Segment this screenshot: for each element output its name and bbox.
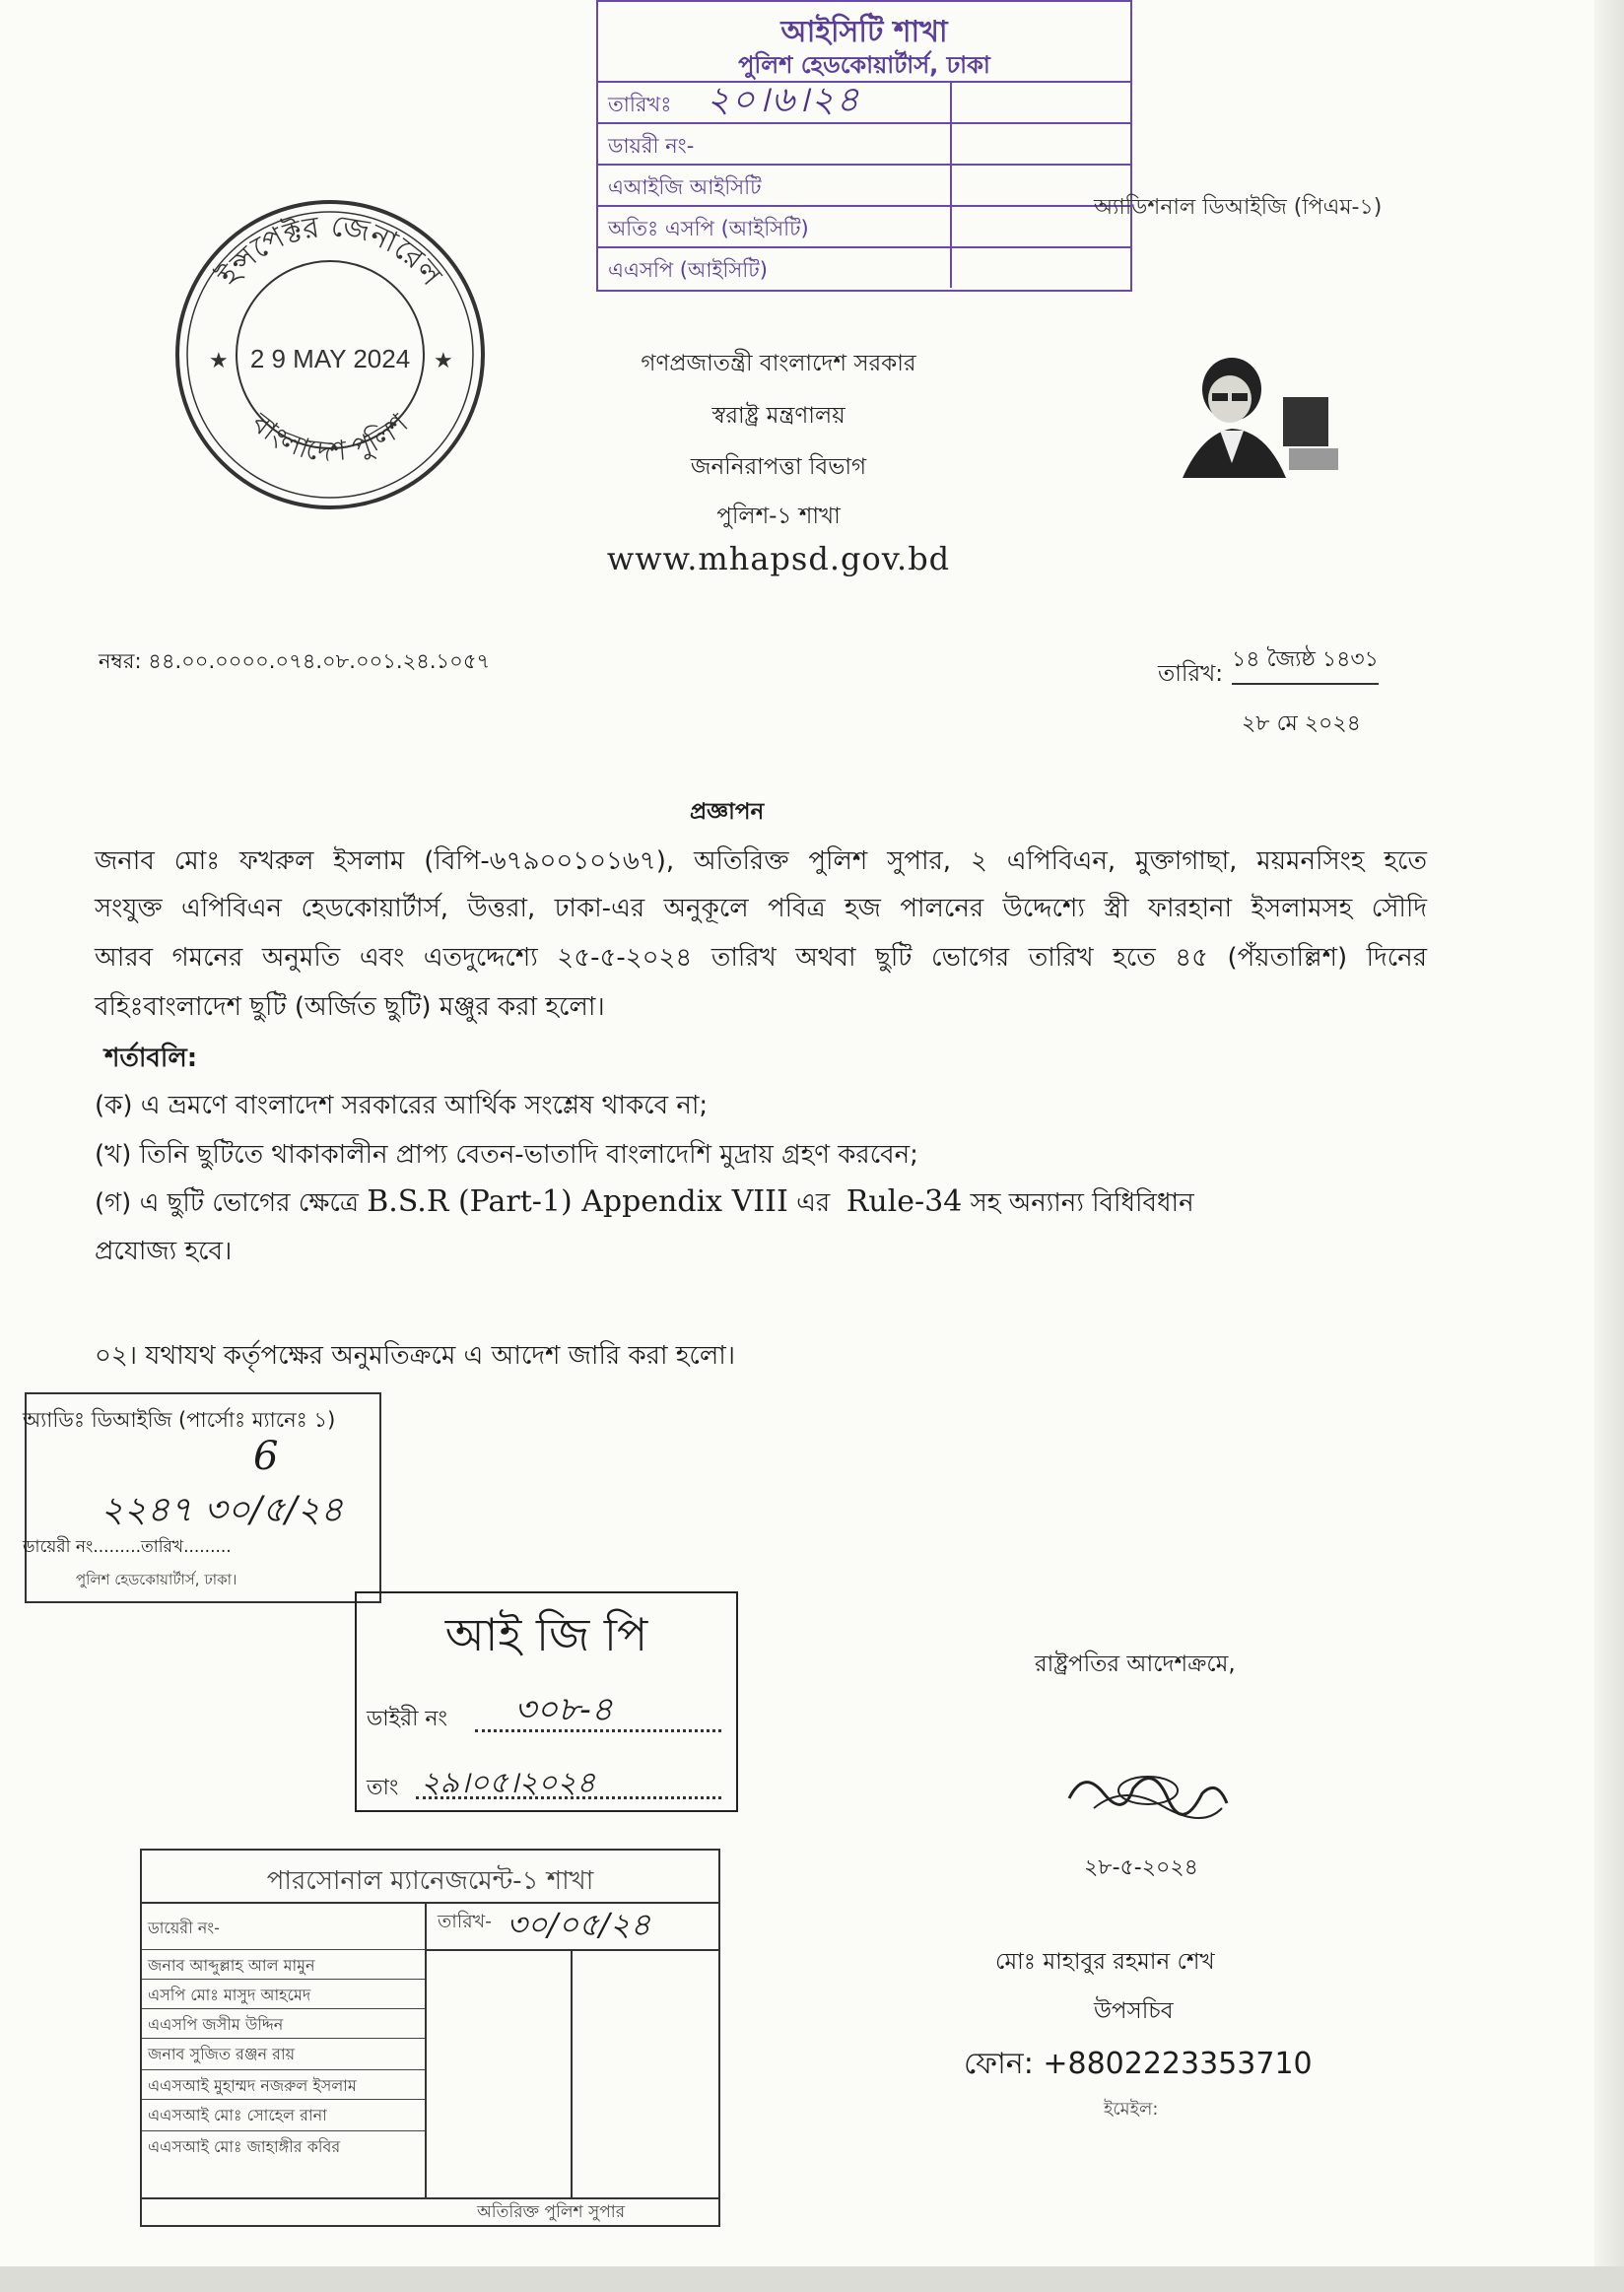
table-stamp-head: পারসোনাল ম্যানেজমেন্ট-১ শাখা — [266, 1866, 594, 1896]
conditions-title: শর্তাবলি: — [104, 1044, 198, 1073]
additional-diig-note: অ্যাডিশনাল ডিআইজি (পিএম-১) — [1094, 195, 1383, 220]
seal-bottom-text: বাংলাদেশ পুলিশ — [245, 406, 415, 468]
condition-ga-part2: এর — [796, 1188, 831, 1218]
condition-kha: (খ) তিনি ছুটিতে থাকাকালীন প্রাপ্য বেতন-ভাতাদি বাংলাদেশি মুদ্রায় গ্রহণ করবেন; — [95, 1140, 918, 1170]
seal-date: 2 9 MAY 2024 — [249, 344, 411, 373]
condition-ga — [95, 1180, 1427, 1225]
condition-ga-rule: Rule-34 — [846, 1184, 963, 1219]
table-stamp-row: এএসপি জসীম উদ্দিন — [148, 2015, 284, 2034]
condition-ga-bsr: B.S.R (Part-1) Appendix VIII — [367, 1184, 788, 1219]
ict-stamp-row-label: অতিঃ এসপি (আইসিটি) — [608, 217, 809, 240]
table-stamp-row: এএসআই মোঃ জাহাঙ্গীর কবির — [148, 2137, 341, 2156]
igp-date-value: ২৯।০৫।২০২৪ — [421, 1766, 596, 1800]
diig-stamp-mark: 6 — [253, 1434, 279, 1479]
diig-stamp-handwritten: ২২৪৭ ৩০/৫/২৪ — [101, 1490, 344, 1530]
table-stamp-date-value: ৩০/০৫/২৪ — [507, 1906, 651, 1943]
condition-ga-part1: (গ) এ ছুটি ভোগের ক্ষেত্রে — [95, 1188, 359, 1218]
condition-ga-part3: সহ অন্যান্য বিধিবিধান — [970, 1188, 1194, 1218]
igp-diary-label: ডাইরী নং — [367, 1707, 448, 1731]
header-ministry: স্বরাষ্ট্র মন্ত্রণালয় — [711, 403, 846, 429]
table-stamp-row: জনাব সুজিত রঞ্জন রায় — [148, 2045, 296, 2063]
condition-ga-cont: প্রযোজ্য হবে। — [95, 1237, 233, 1266]
ict-branch-stamp — [596, 0, 1132, 292]
ict-stamp-row — [598, 164, 1130, 205]
notice-para-line: আরব গমনের অনুমতি এবং এতদুদ্দেশ্যে ২৫-৫-২০২৪ তারিখ অথবা ছুটি ভোগের তারিখ হতে ৪৫ (পঁয়তাল্লিশ) দিনের — [95, 943, 1427, 973]
diig-stamp-office: পুলিশ হেডকোয়ার্টার্স, ঢাকা। — [76, 1571, 237, 1588]
memo-date-english: ২৮ মে ২০২৪ — [1242, 711, 1361, 736]
signatory-email-label: ইমেইল: — [1104, 2099, 1159, 2120]
diig-stamp-title: অ্যাডিঃ ডিআইজি (পার্সোঃ ম্যানেঃ ১) — [23, 1408, 336, 1432]
igp-stamp-title: আই জি পি — [444, 1608, 648, 1661]
memo-date-label: তারিখ: — [1158, 661, 1224, 687]
personnel-management-stamp — [140, 1849, 720, 2227]
header-website: www.mhapsd.gov.bd — [606, 540, 951, 577]
ict-stamp-row-date — [598, 81, 1130, 122]
table-stamp-row: ডায়েরী নং- — [148, 1919, 220, 1937]
diig-stamp-diary-line: ডায়েরী নং.........তারিখ......... — [23, 1537, 232, 1557]
table-stamp-date-label: তারিখ- — [438, 1911, 492, 1932]
diig-personnel-stamp — [25, 1392, 381, 1603]
page-bottom-edge — [0, 2266, 1624, 2292]
memo-date-bangla: ১৪ জ্যৈষ্ঠ ১৪৩১ — [1232, 642, 1379, 685]
header-division: জননিরাপত্তা বিভাগ — [690, 454, 867, 480]
table-stamp-row: এএসআই মোঃ সোহেল রানা — [148, 2106, 327, 2124]
notice-para-line: বহিঃবাংলাদেশ ছুটি (অর্জিত ছুটি) মঞ্জুর করা হলো। — [95, 992, 605, 1022]
ict-stamp-title: আইসিটি শাখা — [780, 15, 948, 49]
seal-star-left-icon: ★ — [209, 349, 229, 373]
ict-stamp-subtitle: পুলিশ হেডকোয়ার্টার্স, ঢাকা — [738, 51, 990, 79]
seal-star-right-icon: ★ — [434, 349, 453, 373]
ict-stamp-row — [598, 246, 1130, 288]
signatory-name: মোঃ মাহাবুর রহমান শেখ — [995, 1949, 1215, 1975]
table-stamp-row: এএসআই মুহাম্মদ নজরুল ইসলাম — [148, 2076, 357, 2095]
table-stamp-footer: অতিরিক্ত পুলিশ সুপার — [477, 2202, 626, 2222]
condition-ka: (ক) এ ভ্রমণে বাংলাদেশ সরকারের আর্থিক সংশ্লেষ থাকবে না; — [95, 1091, 709, 1120]
ict-stamp-row — [598, 122, 1130, 164]
ict-stamp-row — [598, 205, 1130, 246]
signatory-phone: ফোন: +8802223353710 — [964, 2047, 1313, 2081]
signatory-designation: উপসচিব — [1094, 1998, 1174, 2024]
signature-date: ২৮-৫-২০২৪ — [1084, 1855, 1198, 1880]
notice-para-line: সংযুক্ত এপিবিএন হেডকোয়ার্টার্স, উত্তরা, ঢাকা-এর অনুকূলে পবিত্র হজ পালনের উদ্দেশ্যে স্ত্রী ফারহানা ইসলামসহ সৌদি — [95, 894, 1427, 923]
ict-stamp-row-label: ডায়রী নং- — [608, 134, 695, 158]
notice-para-line: জনাব মোঃ ফখরুল ইসলাম (বিপি-৬৭৯০০১০১৬৭), অতিরিক্ত পুলিশ সুপার, ২ এপিবিএন, মুক্তাগাছা, ময়মনসিংহ হতে — [95, 846, 1427, 876]
igp-diary-value: ৩০৮-৪ — [514, 1690, 613, 1729]
header-branch: পুলিশ-১ শাখা — [716, 504, 841, 529]
igp-date-label: তাং — [367, 1776, 399, 1800]
signature-scribble — [1064, 1759, 1232, 1828]
notice-para-2: ০২। যথাযথ কর্তৃপক্ষের অনুমতিক্রমে এ আদেশ জারি করা হলো। — [95, 1341, 736, 1371]
mujib-portrait-logo — [1173, 350, 1340, 483]
seal-top-text: ইন্সপেক্টর জেনারেল — [211, 208, 449, 293]
ict-stamp-row-label: এআইজি আইসিটি — [608, 175, 762, 199]
table-stamp-row: এসপি মোঃ মাসুদ আহমেদ — [148, 1986, 311, 2004]
table-stamp-row: জনাব আব্দুল্লাহ আল মামুন — [148, 1956, 315, 1975]
ict-stamp-date-label: তারিখঃ — [608, 93, 672, 116]
ict-stamp-date-value: ২০।৬।২৪ — [707, 80, 861, 120]
memo-number: নম্বর: ৪৪.০০.০০০০.০৭৪.০৮.০০১.২৪.১০৫৭ — [99, 649, 491, 673]
ict-stamp-row-label: এএসপি (আইসিটি) — [608, 258, 768, 282]
signature-order-text: রাষ্ট্রপতির আদেশক্রমে, — [1035, 1652, 1236, 1677]
notice-title: প্রজ্ঞাপন — [690, 799, 765, 825]
header-govt: গণপ্রজাতন্ত্রী বাংলাদেশ সরকার — [641, 351, 916, 376]
page-edge-shadow — [1594, 0, 1624, 2292]
igp-stamp — [355, 1591, 738, 1812]
